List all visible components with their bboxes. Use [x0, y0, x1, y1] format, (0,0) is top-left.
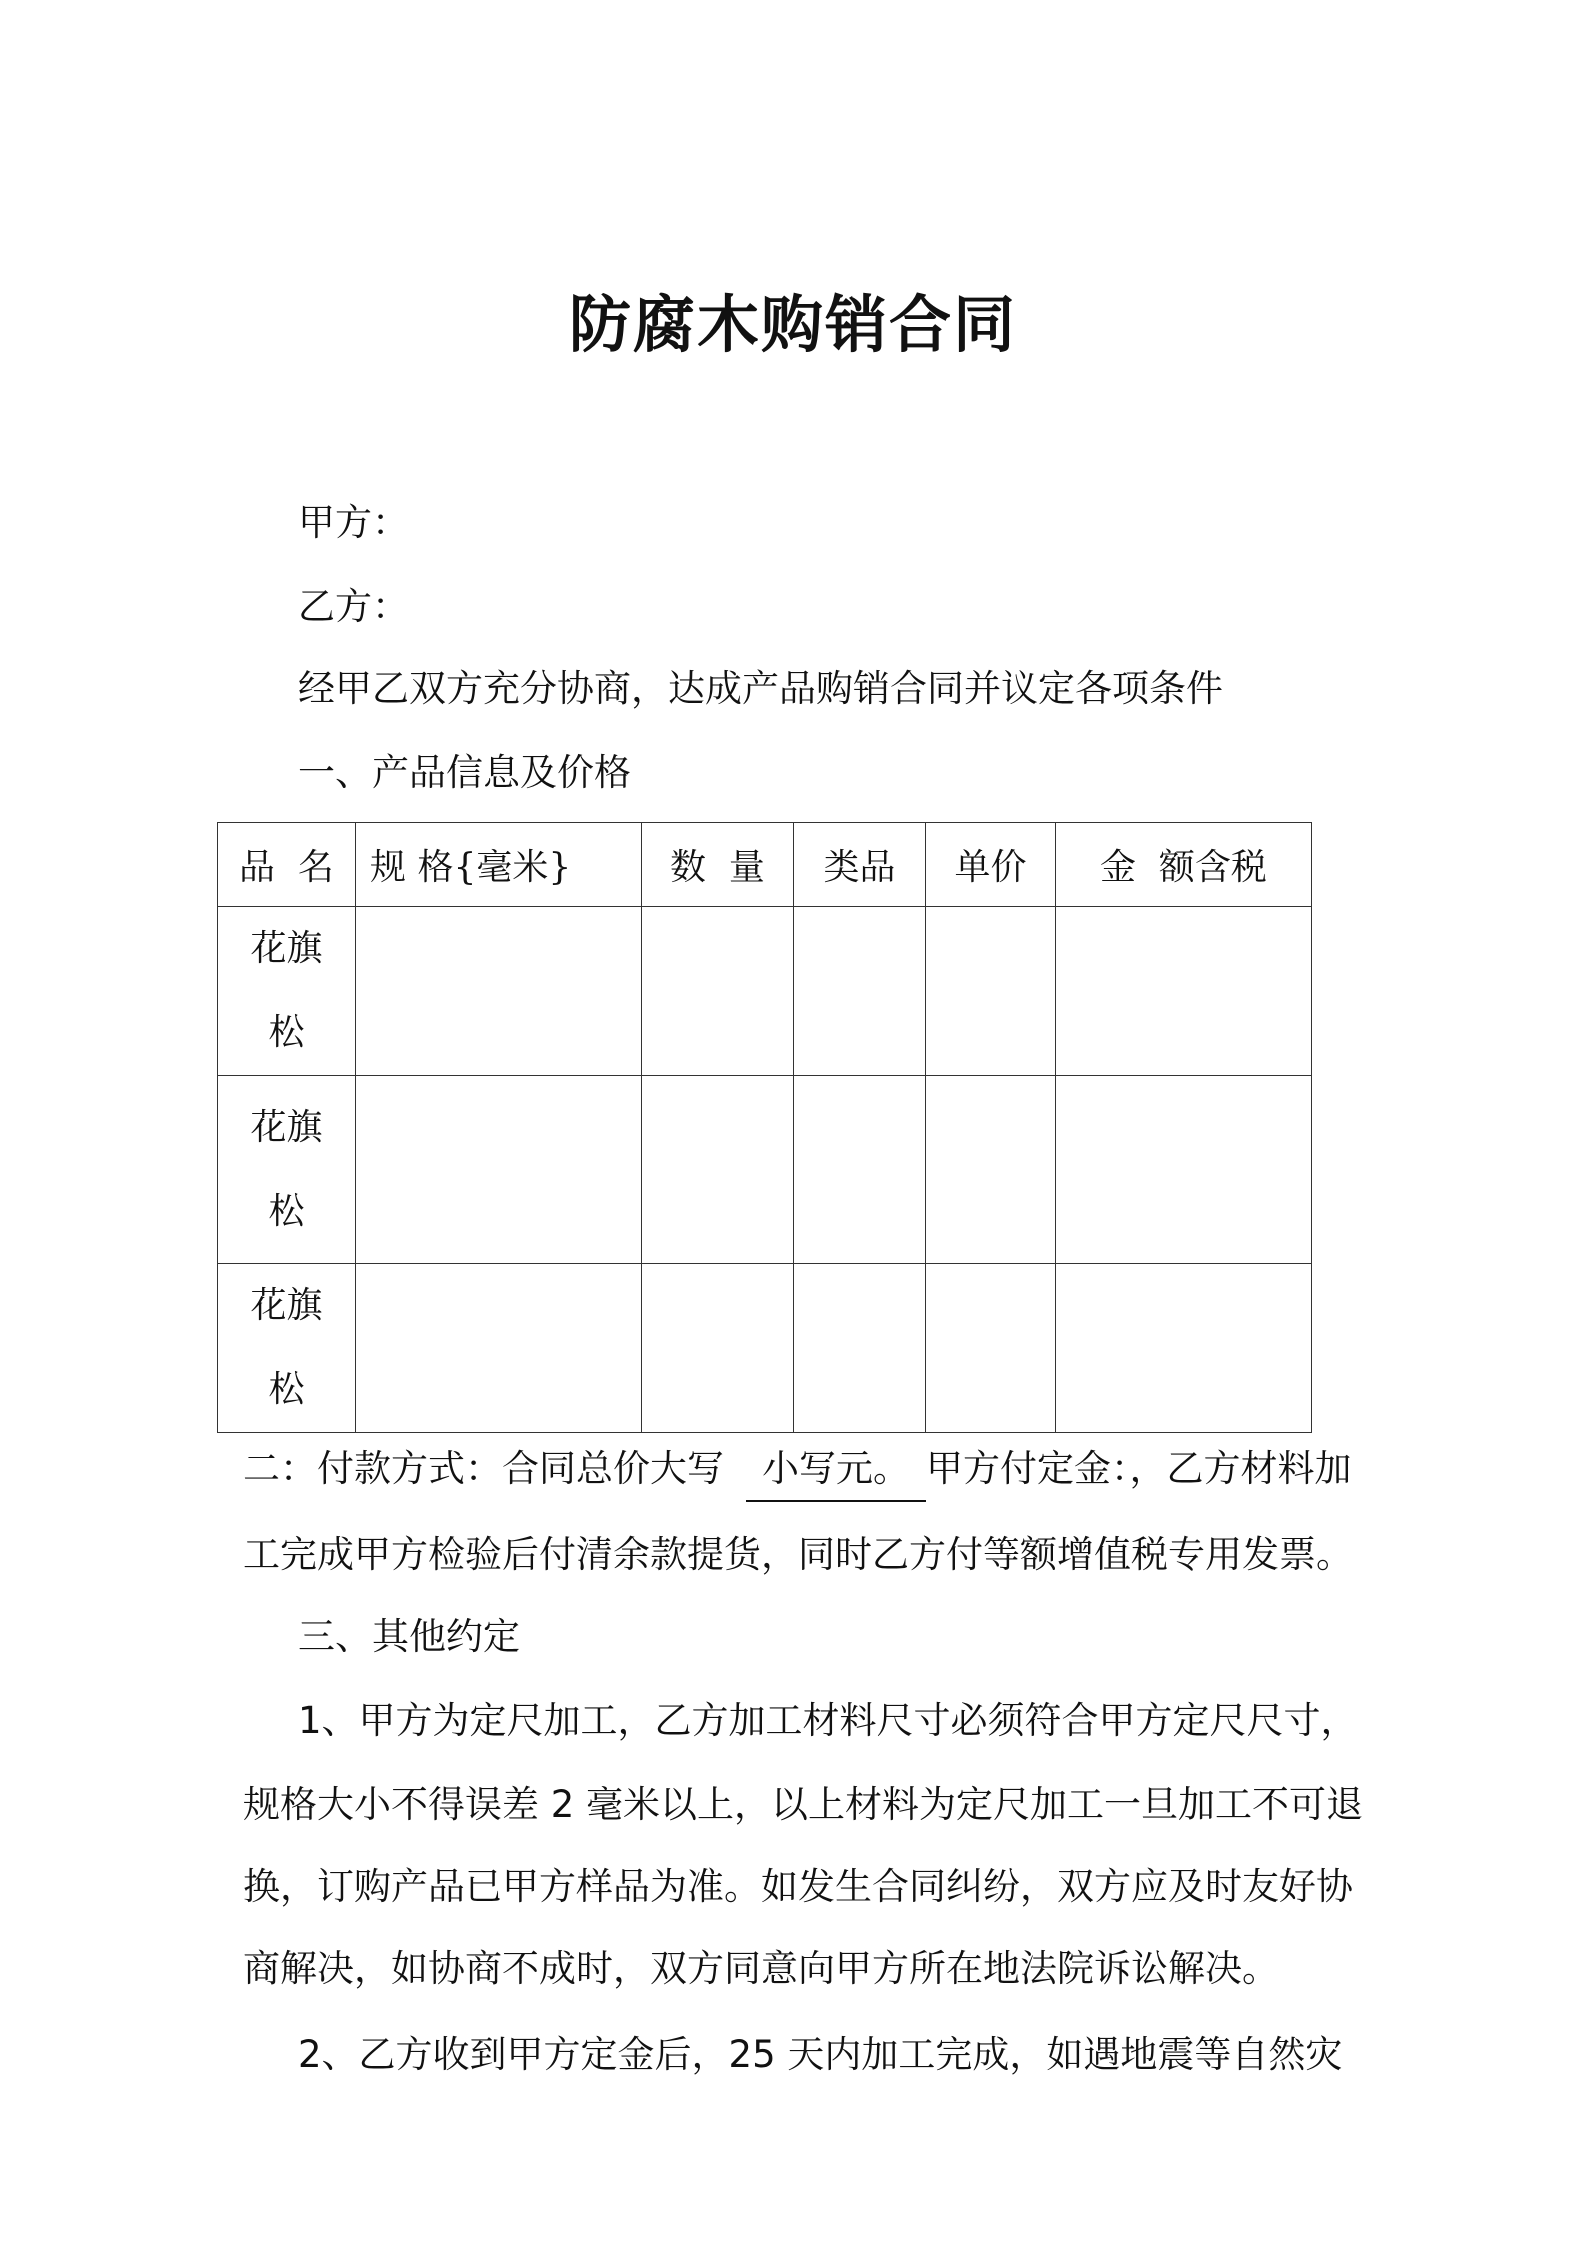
header-unit-price: 单价 [926, 823, 1056, 907]
payment-terms-line-1 [243, 1444, 1352, 1502]
amount-cell[interactable] [1056, 907, 1312, 1076]
spec-cell[interactable] [356, 907, 642, 1076]
table-row [218, 1264, 1312, 1433]
clause-1-line-1: 1、甲方为定尺加工，乙方加工材料尺寸必须符合甲方定尺尺寸， [298, 1699, 1358, 1742]
spec-cell[interactable] [356, 1264, 642, 1433]
product-name-line: 花旗 [250, 1285, 323, 1326]
category-cell[interactable] [794, 1076, 926, 1264]
product-name-line: 松 [268, 1369, 305, 1410]
category-cell[interactable] [794, 1264, 926, 1433]
quantity-cell[interactable] [642, 1264, 794, 1433]
table-header-row [218, 823, 1312, 907]
quantity-cell[interactable] [642, 907, 794, 1076]
section-heading-products: 一、产品信息及价格 [298, 751, 631, 794]
product-name-line: 花旗 [250, 928, 323, 969]
payment-underlined-amount: 小写元。 [746, 1444, 926, 1502]
header-spec: 规 格{毫米} [356, 823, 642, 907]
clause-1-line-3: 换，订购产品已甲方样品为准。如发生合同纠纷，双方应及时友好协 [243, 1865, 1353, 1908]
header-product-name: 品 名 [218, 823, 356, 907]
product-name-cell [218, 907, 356, 1076]
payment-terms-line-2: 工完成甲方检验后付清余款提货，同时乙方付等额增值税专用发票。 [243, 1533, 1353, 1576]
product-name-line: 花旗 [250, 1106, 323, 1148]
category-cell[interactable] [794, 907, 926, 1076]
product-name-cell [218, 1076, 356, 1264]
clause-2-line-1: 2、乙方收到甲方定金后，25 天内加工完成，如遇地震等自然灾 [298, 2033, 1343, 2076]
party-a-label: 甲方： [298, 501, 409, 544]
header-quantity: 数 量 [642, 823, 794, 907]
payment-suffix: 甲方付定金：，乙方材料加 [926, 1447, 1352, 1490]
unit-price-cell[interactable] [926, 907, 1056, 1076]
amount-cell[interactable] [1056, 1076, 1312, 1264]
product-name-line: 松 [268, 1012, 305, 1053]
clause-1-line-2: 规格大小不得误差 2 毫米以上，以上材料为定尺加工一旦加工不可退 [243, 1783, 1364, 1826]
page-title: 防腐木购销合同 [568, 288, 1017, 361]
quantity-cell[interactable] [642, 1076, 794, 1264]
unit-price-cell[interactable] [926, 1264, 1056, 1433]
section-heading-other-terms: 三、其他约定 [298, 1615, 520, 1658]
header-amount-tax-included: 金 额含税 [1056, 823, 1312, 907]
product-table [217, 822, 1312, 1433]
product-name-line: 松 [268, 1190, 305, 1232]
header-category: 类品 [794, 823, 926, 907]
spec-cell[interactable] [356, 1076, 642, 1264]
unit-price-cell[interactable] [926, 1076, 1056, 1264]
table-row [218, 907, 1312, 1076]
party-b-label: 乙方： [298, 585, 409, 628]
table-row [218, 1076, 1312, 1264]
clause-1-line-4: 商解决，如协商不成时，双方同意向甲方所在地法院诉讼解决。 [243, 1947, 1279, 1990]
amount-cell[interactable] [1056, 1264, 1312, 1433]
product-name-cell [218, 1264, 356, 1433]
payment-prefix: 二：付款方式：合同总价大写 [243, 1447, 724, 1490]
intro-text: 经甲乙双方充分协商，达成产品购销合同并议定各项条件 [298, 667, 1223, 710]
